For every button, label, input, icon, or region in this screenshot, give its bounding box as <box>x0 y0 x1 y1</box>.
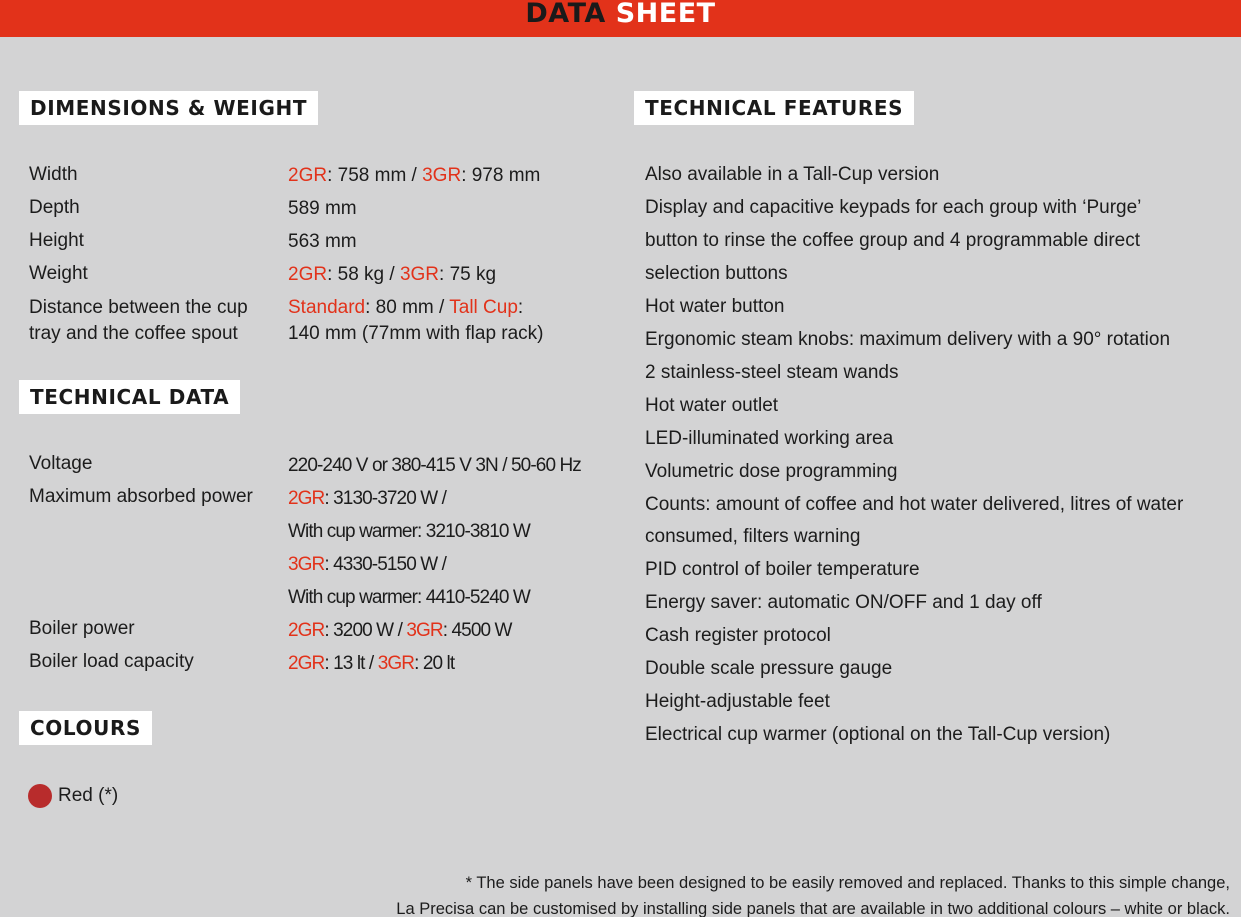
header-bar <box>0 0 1241 37</box>
boiler-power-2gr-tag: 2GR <box>288 620 325 641</box>
dimensions-heading: DIMENSIONS & WEIGHT <box>19 91 318 125</box>
feature-line: Hot water outlet <box>645 395 779 416</box>
voltage-label: Voltage <box>29 453 93 474</box>
footnote-line1: * The side panels have been designed to be easily removed and replaced. Thanks to this simple change, <box>465 874 1230 892</box>
boiler-power-3gr-tag: 3GR <box>406 620 443 641</box>
power-3gr-text: : 4330-5150 W / <box>324 554 447 575</box>
boiler-load-2gr-tag: 2GR <box>288 653 325 674</box>
boiler-power-2gr-text: : 3200 W / <box>324 620 407 641</box>
distance-tall-value: : <box>517 297 524 318</box>
red-colour-swatch <box>28 784 52 808</box>
power-2gr-tag: 2GR <box>288 488 325 509</box>
power-3gr-tag: 3GR <box>288 554 325 575</box>
distance-standard-tag: Standard <box>288 297 366 318</box>
width-3gr-tag: 3GR <box>422 165 462 186</box>
feature-line: Electrical cup warmer (optional on the Tall-Cup version) <box>645 724 1111 745</box>
boiler-load-3gr-tag: 3GR <box>377 653 415 674</box>
colour-item-label: Red (*) <box>58 785 119 806</box>
distance-label-line2: tray and the coffee spout <box>29 323 238 344</box>
power-2gr-value <box>288 486 446 512</box>
distance-standard-value: : 80 mm / <box>365 297 450 318</box>
weight-2gr-tag: 2GR <box>288 264 328 285</box>
feature-line: LED-illuminated working area <box>645 428 894 449</box>
boiler-load-label: Boiler load capacity <box>29 651 194 672</box>
boiler-load-2gr-text: : 13 lt / <box>324 653 378 674</box>
feature-line: Ergonomic steam knobs: maximum delivery with a 90° rotation <box>645 329 1171 350</box>
weight-2gr-value: : 58 kg / <box>327 264 400 285</box>
depth-label: Depth <box>29 197 80 218</box>
width-label: Width <box>29 164 78 185</box>
boiler-power-value <box>288 618 512 644</box>
footnote-line2: La Precisa can be customised by installing side panels that are available in two additional colours – white or black. <box>396 900 1230 917</box>
distance-tall-tag: Tall Cup <box>449 297 518 318</box>
boiler-power-label: Boiler power <box>29 618 135 639</box>
width-3gr-value: : 978 mm <box>461 165 541 186</box>
page-title <box>525 0 715 28</box>
width-2gr-tag: 2GR <box>288 165 328 186</box>
feature-line: Double scale pressure gauge <box>645 658 893 679</box>
depth-value: 589 mm <box>288 198 357 219</box>
power-3gr-warmer: With cup warmer: 4410-5240 W <box>288 587 530 608</box>
boiler-power-3gr-text: : 4500 W <box>442 620 512 641</box>
features-heading: TECHNICAL FEATURES <box>634 91 914 125</box>
feature-line: selection buttons <box>645 263 788 284</box>
technical-data-heading: TECHNICAL DATA <box>19 380 240 414</box>
weight-3gr-tag: 3GR <box>399 264 440 285</box>
distance-value-line2: 140 mm (77mm with flap rack) <box>288 323 544 344</box>
weight-label: Weight <box>29 263 88 284</box>
width-2gr-value: : 758 mm / <box>327 165 423 186</box>
feature-line: Hot water button <box>645 296 785 317</box>
voltage-value: 220-240 V or 380-415 V 3N / 50-60 Hz <box>288 455 581 476</box>
feature-line: Volumetric dose programming <box>645 461 898 482</box>
feature-line: 2 stainless-steel steam wands <box>645 362 899 383</box>
feature-line: consumed, filters warning <box>645 526 861 547</box>
power-2gr-warmer: With cup warmer: 3210-3810 W <box>288 521 530 542</box>
feature-line: Counts: amount of coffee and hot water delivered, litres of water <box>645 494 1184 515</box>
height-value: 563 mm <box>288 231 357 252</box>
width-value <box>288 163 540 189</box>
feature-line: PID control of boiler temperature <box>645 559 920 580</box>
feature-line: Also available in a Tall-Cup version <box>645 164 940 185</box>
colours-heading: COLOURS <box>19 711 152 745</box>
weight-3gr-value: : 75 kg <box>439 264 497 285</box>
distance-value-line1 <box>288 295 523 321</box>
boiler-load-3gr-text: : 20 lt <box>414 653 455 674</box>
page-title-part2: SHEET <box>615 0 716 29</box>
feature-line: Energy saver: automatic ON/OFF and 1 day off <box>645 592 1042 613</box>
power-3gr-value <box>288 552 446 578</box>
feature-line: Display and capacitive keypads for each group with ‘Purge’ <box>645 197 1142 218</box>
weight-value <box>288 262 496 288</box>
power-label: Maximum absorbed power <box>29 486 253 507</box>
feature-line: Cash register protocol <box>645 625 831 646</box>
feature-line: Height-adjustable feet <box>645 691 830 712</box>
page-title-part1: DATA <box>525 0 606 29</box>
distance-label-line1: Distance between the cup <box>29 297 248 318</box>
boiler-load-value <box>288 651 454 677</box>
power-2gr-text: : 3130-3720 W / <box>324 488 447 509</box>
feature-line: button to rinse the coffee group and 4 programmable direct <box>645 230 1141 251</box>
height-label: Height <box>29 230 84 251</box>
